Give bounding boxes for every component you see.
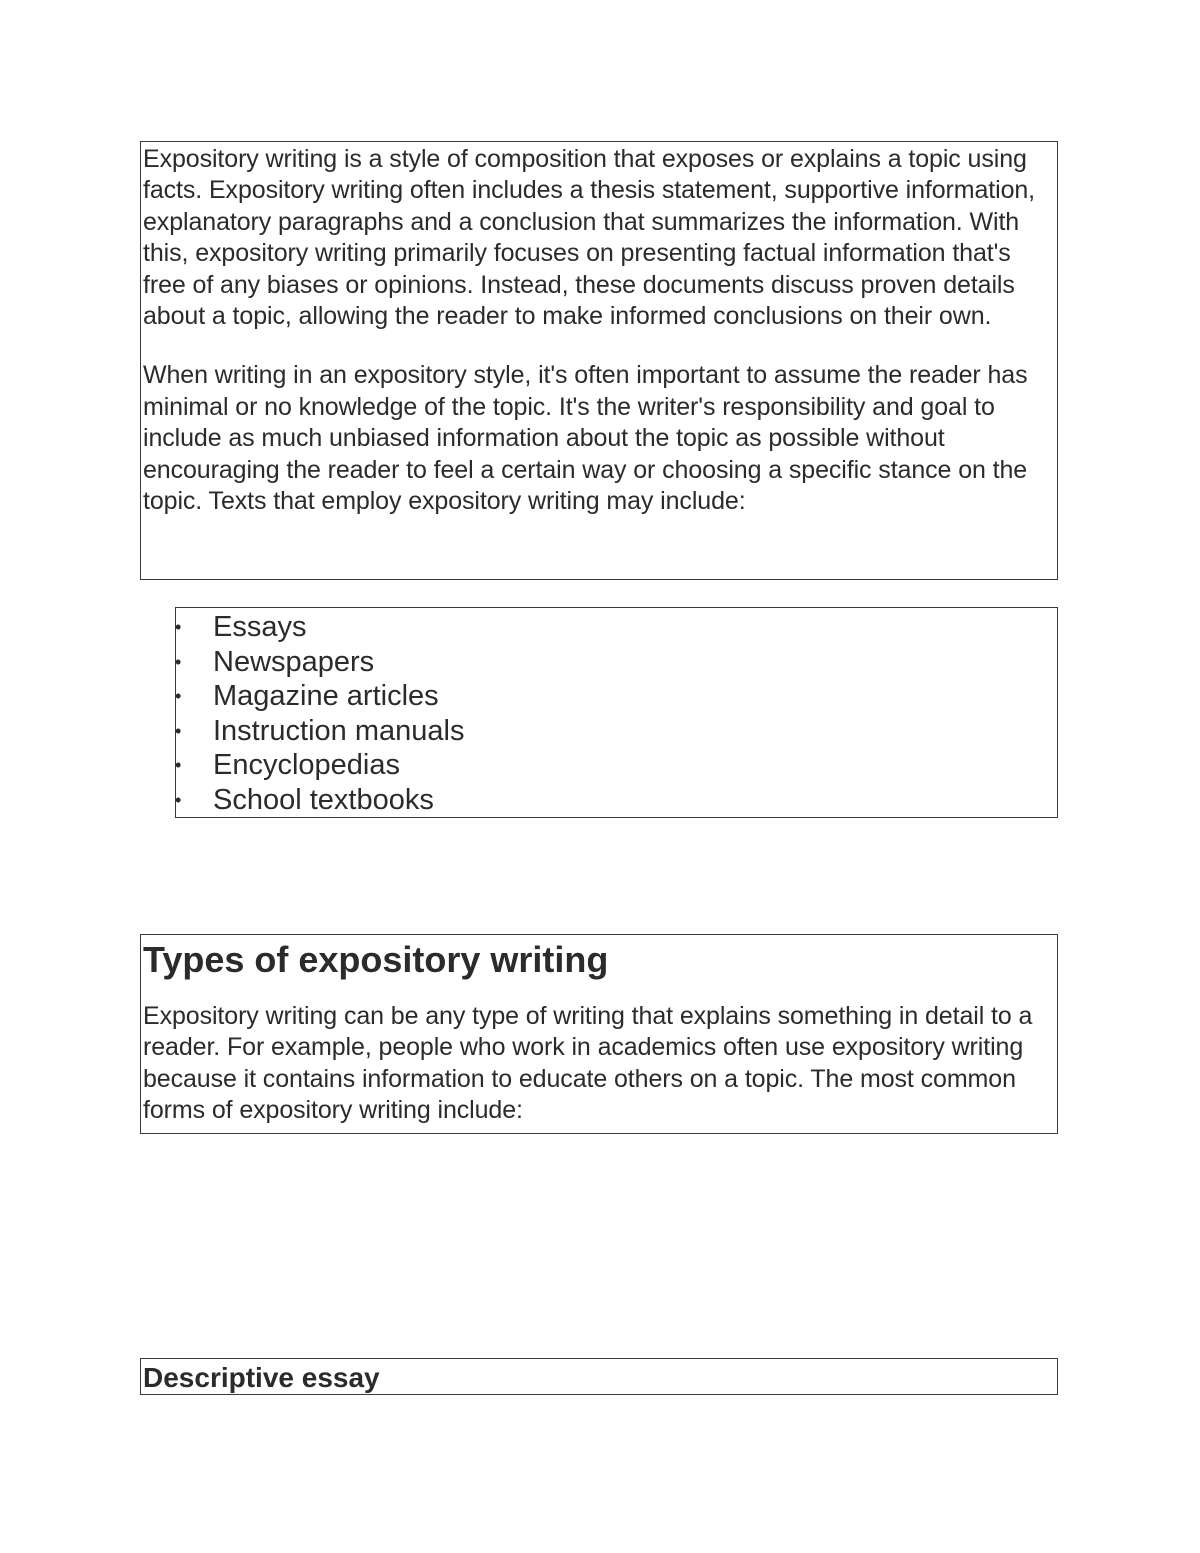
bullet-icon: • — [175, 617, 182, 637]
descriptive-essay-box — [140, 1358, 1058, 1395]
bullet-icon: • — [175, 651, 182, 672]
bullet-icon: • — [175, 755, 182, 776]
intro-text-box — [140, 141, 1058, 580]
bullet-icon: • — [175, 720, 182, 741]
types-paragraph: Expository writing can be any type of writing that explains something in detail to a reader. For example, people who work in academics often use expository writing because it contains information to educate others on a topic. The most common forms of expository writing include: — [143, 1002, 1033, 1125]
list-item-label: Newspapers — [213, 645, 375, 678]
list-item-label: Essays — [213, 611, 307, 643]
list-item-label: Magazine articles — [213, 680, 439, 713]
intro-paragraph-1: Expository writing is a style of composition that exposes or explains a topic using facts. Expository writing often includes a thesis statement, supportive information, explanatory paragraphs and a conclusion that summarizes the information. With this, expository writing primarily focuses on presenting factual information that's free of any biases or opinions. Instead, these documents discuss proven details about a topic, allowing the reader to make informed conclusions on their own. — [143, 145, 1036, 331]
bullet-icon: • — [175, 686, 182, 707]
list-item — [176, 748, 1057, 783]
descriptive-essay-heading: Descriptive essay — [143, 1362, 380, 1393]
intro-paragraph-2: When writing in an expository style, it's often important to assume the reader has minimal or no knowledge of the topic. It's the writer's responsibility and goal to include as much unbiased information about the topic as possible without encouraging the reader to feel a certain way or choosing a specific stance on the topic. Texts that employ expository writing may include: — [143, 361, 1028, 516]
bullet-icon: • — [175, 789, 182, 810]
list-item — [176, 783, 1057, 818]
list-item-label: Instruction manuals — [213, 714, 465, 747]
list-item-label: Encyclopedias — [213, 749, 400, 782]
types-heading: Types of expository writing — [143, 939, 609, 980]
list-item — [176, 714, 1057, 749]
list-item — [176, 610, 1057, 645]
list-item-label: School textbooks — [213, 783, 434, 816]
text-types-list — [176, 610, 1057, 818]
types-section-box — [140, 934, 1058, 1134]
text-types-list-box — [175, 607, 1058, 818]
list-item — [176, 645, 1057, 680]
list-item — [176, 679, 1057, 714]
